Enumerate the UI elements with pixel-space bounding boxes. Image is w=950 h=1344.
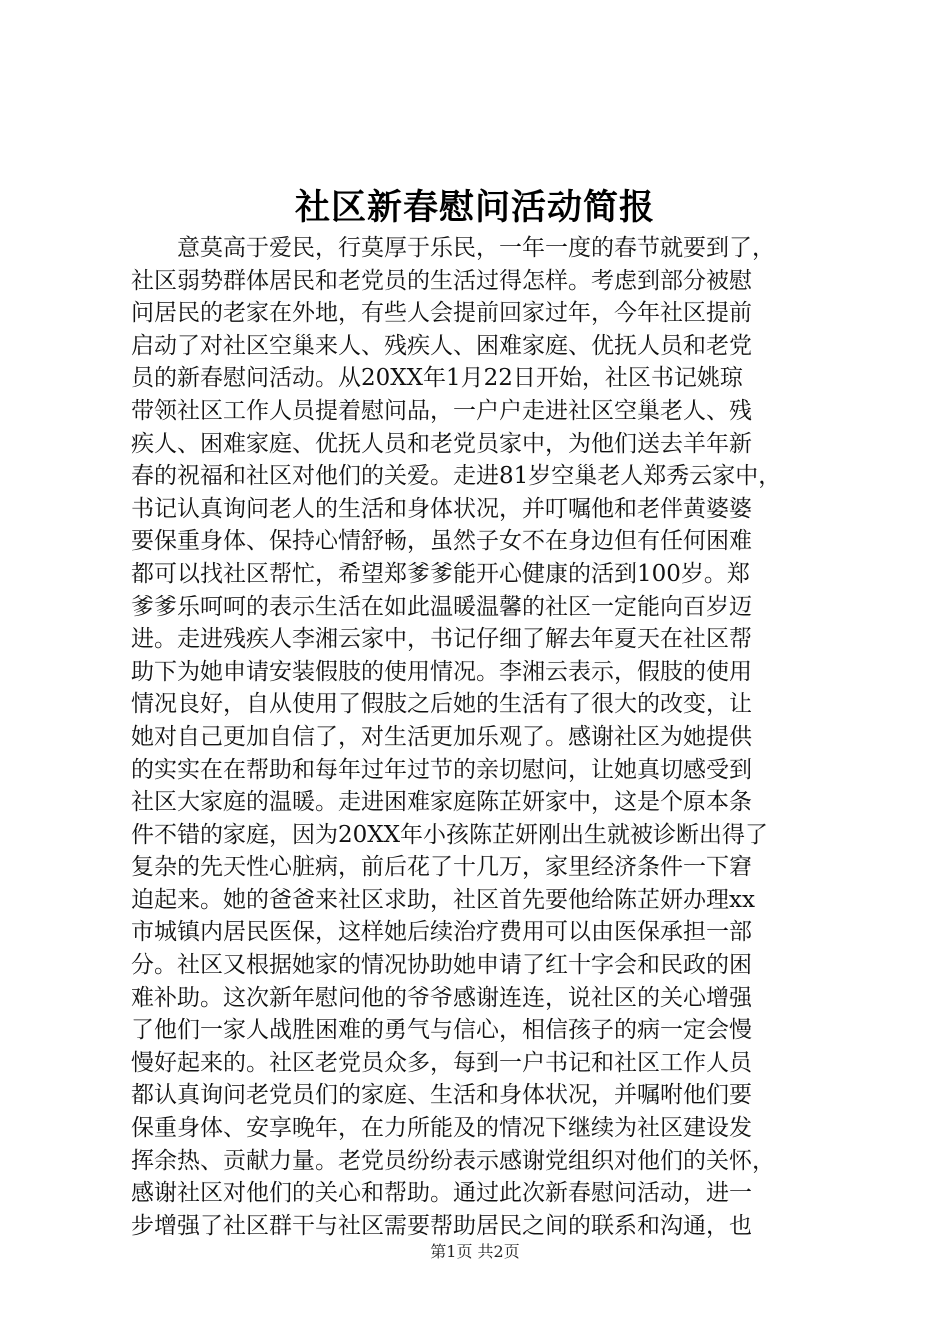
body-line: 爹爹乐呵呵的表示生活在如此温暖温馨的社区一定能向百岁迈 [131, 593, 752, 620]
body-line: 都认真询问老党员们的家庭、生活和身体状况，并嘱咐他们要 [131, 1082, 752, 1109]
body-line: 助下为她申请安装假肢的使用情况。李湘云表示，假肢的使用 [131, 658, 752, 685]
body-line: 问居民的老家在外地，有些人会提前回家过年，今年社区提前 [131, 300, 752, 327]
body-line: 意莫高于爱民，行莫厚于乐民，一年一度的春节就要到了， [131, 235, 775, 261]
body-line: 难补助。这次新年慰问他的爷爷感谢连连，说社区的关心增强 [131, 984, 752, 1011]
body-line: 情况良好，自从使用了假肢之后她的生活有了很大的改变，让 [131, 691, 752, 718]
body-line: 社区弱势群体居民和老党员的生活过得怎样。考虑到部分被慰 [131, 267, 752, 294]
body-line: 分。社区又根据她家的情况协助她申请了红十字会和民政的困 [131, 952, 752, 979]
body-line: 件不错的家庭，因为20XX年小孩陈芷妍刚出生就被诊断出得了 [131, 821, 769, 848]
body-line: 的实实在在帮助和每年过年过节的亲切慰问，让她真切感受到 [131, 756, 752, 783]
body-line: 步增强了社区群干与社区需要帮助居民之间的联系和沟通，也 [131, 1212, 752, 1239]
body-line: 挥余热、贡献力量。老党员纷纷表示感谢党组织对他们的关怀， [131, 1147, 775, 1174]
body-line: 进。走进残疾人李湘云家中，书记仔细了解去年夏天在社区帮 [131, 626, 752, 653]
body-line: 书记认真询问老人的生活和身体状况，并叮嘱他和老伴黄婆婆 [131, 495, 752, 522]
body-line: 启动了对社区空巢来人、残疾人、困难家庭、优抚人员和老党 [131, 332, 752, 359]
body-line: 她对自己更加自信了，对生活更加乐观了。感谢社区为她提供 [131, 723, 752, 750]
body-line: 了他们一家人战胜困难的勇气与信心，相信孩子的病一定会慢 [131, 1017, 752, 1044]
body-line: 感谢社区对他们的关心和帮助。通过此次新春慰问活动，进一 [131, 1180, 752, 1207]
body-line: 迫起来。她的爸爸来社区求助，社区首先要他给陈芷妍办理xx [131, 886, 755, 913]
body-line: 复杂的先天性心脏病，前后花了十几万，家里经济条件一下窘 [131, 854, 752, 881]
page-number-footer: 第1页 共2页 [430, 1242, 520, 1261]
body-line: 社区大家庭的温暖。走进困难家庭陈芷妍家中，这是个原本条 [131, 789, 752, 816]
body-line: 慢好起来的。社区老党员众多，每到一户书记和社区工作人员 [131, 1049, 752, 1076]
body-line: 都可以找社区帮忙，希望郑爹爹能开心健康的活到100岁。郑 [131, 560, 750, 587]
body-line: 员的新春慰问活动。从20XX年1月22日开始，社区书记姚琼 [131, 365, 743, 392]
body-line: 要保重身体、保持心情舒畅，虽然子女不在身边但有任何困难 [131, 528, 752, 555]
body-line: 疾人、困难家庭、优抚人员和老党员家中，为他们送去羊年新 [131, 430, 752, 457]
body-line: 春的祝福和社区对他们的关爱。走进81岁空巢老人郑秀云家中， [131, 463, 782, 490]
document-body [131, 232, 831, 1242]
body-line: 保重身体、安享晚年，在力所能及的情况下继续为社区建设发 [131, 1115, 752, 1142]
body-line: 带领社区工作人员提着慰问品，一户户走进社区空巢老人、残 [131, 397, 752, 424]
document-title: 社区新春慰问活动简报 [294, 187, 655, 228]
body-line: 市城镇内居民医保，这样她后续治疗费用可以由医保承担一部 [131, 919, 752, 946]
